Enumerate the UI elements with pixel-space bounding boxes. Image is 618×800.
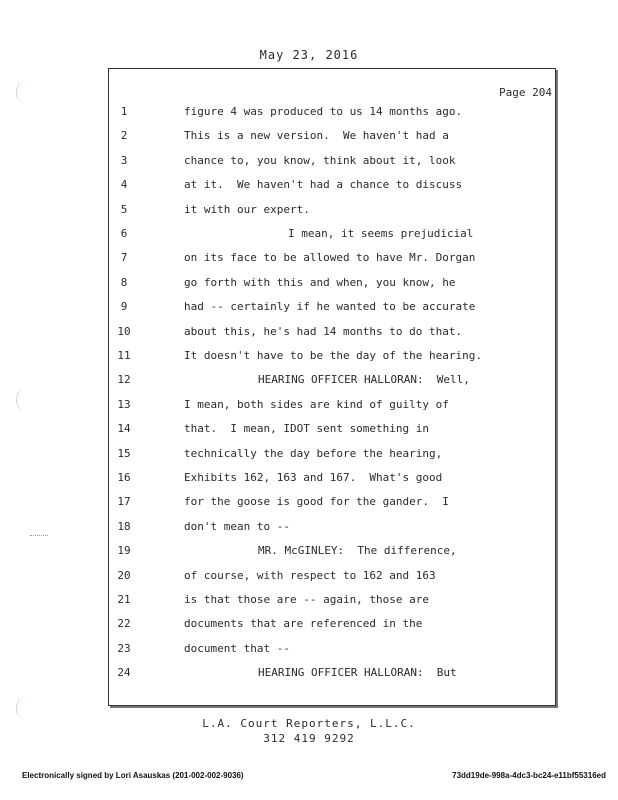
line-number: 6 [120,227,128,240]
line-number: 7 [120,251,128,265]
punch-hole-bottom [16,696,37,720]
line-text: is that those are -- again, those are [184,593,430,606]
transcript-line [0,300,618,318]
line-text: HEARING OFFICER HALLORAN: Well, [258,373,470,387]
page-date: May 23, 2016 [259,48,359,62]
transcript-line [0,569,618,587]
line-number: 8 [120,275,128,289]
line-text: for the goose is good for the gander. I [184,495,449,509]
line-text: it with our expert. [184,202,310,216]
line-number: 14 [117,422,131,436]
line-text: had -- certainly if he wanted to be accurate [184,300,476,314]
transcript-line [0,203,618,221]
transcript-line [0,325,618,343]
line-number: 5 [120,202,128,216]
transcript-line [0,105,618,123]
transcript-line [0,544,618,562]
line-text: I mean, both sides are kind of guilty of [184,397,449,411]
line-text: don't mean to -- [184,519,290,533]
transcript-line [0,520,618,538]
line-text: It doesn't have to be the day of the hearing. [184,349,483,362]
transcript-line [0,129,618,147]
line-number: 16 [117,471,131,484]
transcript-line [0,373,618,391]
line-text: that. I mean, IDOT sent something in [184,422,430,436]
line-text: document that -- [184,641,290,655]
line-text: I mean, it seems prejudicial [288,227,474,240]
line-text: figure 4 was produced to us 14 months ago. [184,105,463,118]
line-number: 15 [117,446,131,460]
line-number: 4 [120,178,128,192]
line-text: about this, he's had 14 months to do that. [184,324,463,338]
transcript-line [0,154,618,172]
signature-left: Electronically signed by Lori Asauskas (201-002-002-9036) [22,771,244,780]
footer-phone: 312 419 9292 [263,732,355,745]
line-text: MR. McGINLEY: The difference, [258,544,457,558]
line-number: 1 [120,105,128,118]
line-text: on its face to be allowed to have Mr. Dorgan [184,251,476,265]
line-text: of course, with respect to 162 and 163 [184,568,436,582]
transcript-line [0,666,618,684]
line-number: 22 [117,617,131,631]
transcript-line [0,227,618,245]
line-number: 20 [117,568,131,582]
punch-hole-middle [16,388,37,412]
line-number: 10 [117,324,131,338]
signature-right: 73dd19de-998a-4dc3-bc24-e11bf55316ed [452,771,606,780]
line-text: go forth with this and when, you know, he [184,275,456,289]
punch-hole-top [16,80,37,104]
line-number: 19 [117,544,131,558]
line-text: at it. We haven't had a chance to discuss [184,178,463,192]
line-text: chance to, you know, think about it, look [184,153,456,167]
line-number: 24 [117,666,131,680]
line-number: 18 [117,519,131,533]
transcript-line [0,495,618,513]
transcript-line [0,251,618,269]
line-text: documents that are referenced in the [184,617,423,631]
page-number: Page 204 [499,86,552,99]
transcript-line [0,178,618,196]
footer-company: L.A. Court Reporters, L.L.C. [202,717,416,730]
transcript-line [0,593,618,611]
line-number: 11 [117,349,131,362]
transcript-line [0,471,618,489]
line-text: Exhibits 162, 163 and 167. What's good [184,471,443,484]
line-number: 21 [117,593,131,606]
transcript-line [0,276,618,294]
line-text: This is a new version. We haven't had a [184,129,449,143]
transcript-line [0,642,618,660]
line-number: 12 [117,373,131,387]
transcript-line [0,398,618,416]
line-number: 23 [117,641,131,655]
transcript-line [0,349,618,367]
line-number: 2 [120,129,128,143]
line-text: HEARING OFFICER HALLORAN: But [258,666,457,680]
transcript-line [0,422,618,440]
margin-mark [30,535,48,536]
line-number: 17 [117,495,131,509]
line-number: 13 [117,397,131,411]
transcript-line [0,447,618,465]
line-text: technically the day before the hearing, [184,446,443,460]
line-number: 9 [120,300,128,314]
transcript-line [0,617,618,635]
line-number: 3 [120,153,128,167]
